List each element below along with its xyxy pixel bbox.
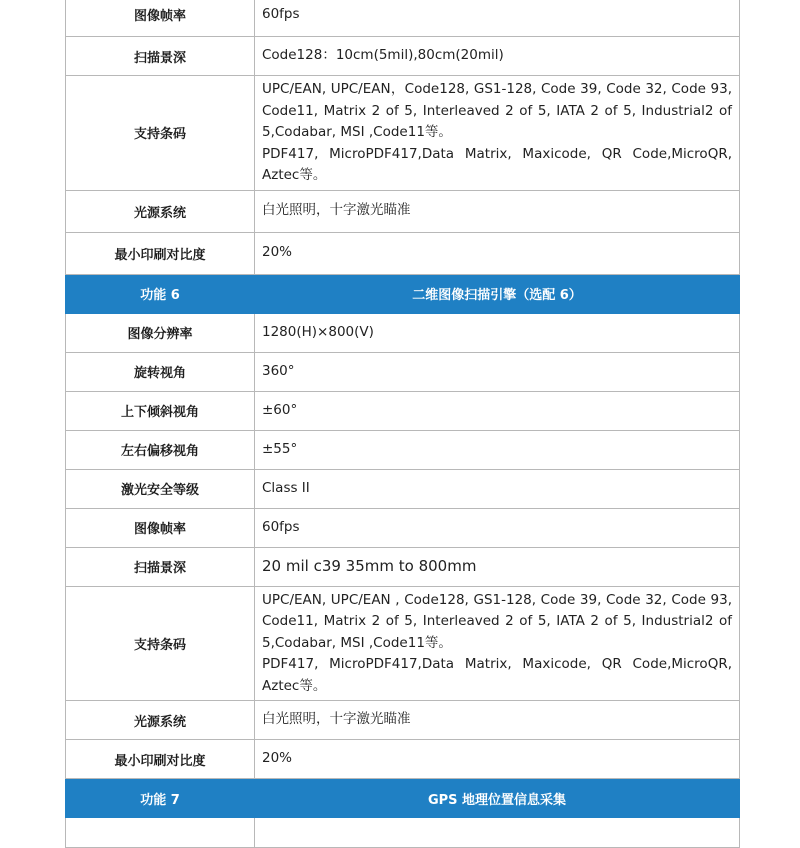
spec-value: 20 mil c39 35mm to 800mm [255, 547, 740, 586]
spec-row-depth-of-field [66, 547, 740, 586]
spec-value: 白光照明，十字激光瞄准 [255, 701, 740, 740]
spec-value: 360° [255, 352, 740, 391]
spec-label: 光源系统 [66, 701, 255, 740]
spec-label: 最小印刷对比度 [66, 232, 255, 274]
section-title: 二维图像扫描引擎（选配 6） [255, 274, 740, 313]
spec-value [255, 76, 740, 191]
spec-row-min-contrast [66, 232, 740, 274]
symbology-list-2d: PDF417, MicroPDF417,Data Matrix, Maxicode, QR Code,MicroQR, Aztec等。 [262, 656, 732, 694]
section-header-feature-7 [66, 779, 740, 818]
spec-row-min-contrast [66, 740, 740, 779]
spec-label: 图像帧率 [66, 0, 255, 37]
spec-value: 20% [255, 232, 740, 274]
spec-label: 光源系统 [66, 190, 255, 232]
spec-value: 20% [255, 740, 740, 779]
spec-row-skew [66, 430, 740, 469]
spec-value: ±55° [255, 430, 740, 469]
spec-label: 图像分辨率 [66, 313, 255, 352]
spec-row-rotation [66, 352, 740, 391]
spec-label: 扫描景深 [66, 37, 255, 76]
spec-label: 扫描景深 [66, 547, 255, 586]
spec-value: 白光照明，十字激光瞄准 [255, 190, 740, 232]
spec-row-frame-rate [66, 0, 740, 37]
spec-row-next [66, 818, 740, 848]
spec-label: 旋转视角 [66, 352, 255, 391]
spec-row-laser-class [66, 469, 740, 508]
spec-label: 激光安全等级 [66, 469, 255, 508]
spec-value: 60fps [255, 0, 740, 37]
spec-row-pitch [66, 391, 740, 430]
spec-row-depth-of-field [66, 37, 740, 76]
spec-row-symbologies [66, 586, 740, 701]
symbology-list-1d: UPC/EAN, UPC/EAN，Code128, GS1-128, Code 39, Code 32, Code 93, Code11, Matrix 2 of 5, Interleaved 2 of 5, IATA 2 of 5, Industrial2 of 5,Codabar, MSI ,Code11等。 [262, 81, 732, 140]
spec-value: Class II [255, 469, 740, 508]
spec-row-resolution [66, 313, 740, 352]
spec-label: 支持条码 [66, 76, 255, 191]
spec-label: 支持条码 [66, 586, 255, 701]
spec-label: 左右偏移视角 [66, 430, 255, 469]
spec-value: ±60° [255, 391, 740, 430]
section-header-feature-6 [66, 274, 740, 313]
spec-value [255, 586, 740, 701]
spec-value: 60fps [255, 508, 740, 547]
symbology-list-2d: PDF417, MicroPDF417,Data Matrix, Maxicode, QR Code,MicroQR, Aztec等。 [262, 145, 732, 183]
spec-value: Code128：10cm(5mil),80cm(20mil) [255, 37, 740, 76]
spec-row-light-source [66, 701, 740, 740]
spec-label: 上下倾斜视角 [66, 391, 255, 430]
section-label: 功能 6 [66, 274, 255, 313]
section-title: GPS 地理位置信息采集 [255, 779, 740, 818]
spec-value: 1280(H)×800(V) [255, 313, 740, 352]
spec-row-light-source [66, 190, 740, 232]
spec-label: 最小印刷对比度 [66, 740, 255, 779]
symbology-list-1d: UPC/EAN, UPC/EAN , Code128, GS1-128, Code 39, Code 32, Code 93, Code11, Matrix 2 of 5, Interleaved 2 of 5, IATA 2 of 5, Industrial2 of 5,Codabar, MSI ,Code11等。 [262, 591, 732, 651]
spec-row-symbologies [66, 76, 740, 191]
spec-label: 图像帧率 [66, 508, 255, 547]
spec-row-frame-rate [66, 508, 740, 547]
spec-table [65, 0, 740, 848]
section-label: 功能 7 [66, 779, 255, 818]
